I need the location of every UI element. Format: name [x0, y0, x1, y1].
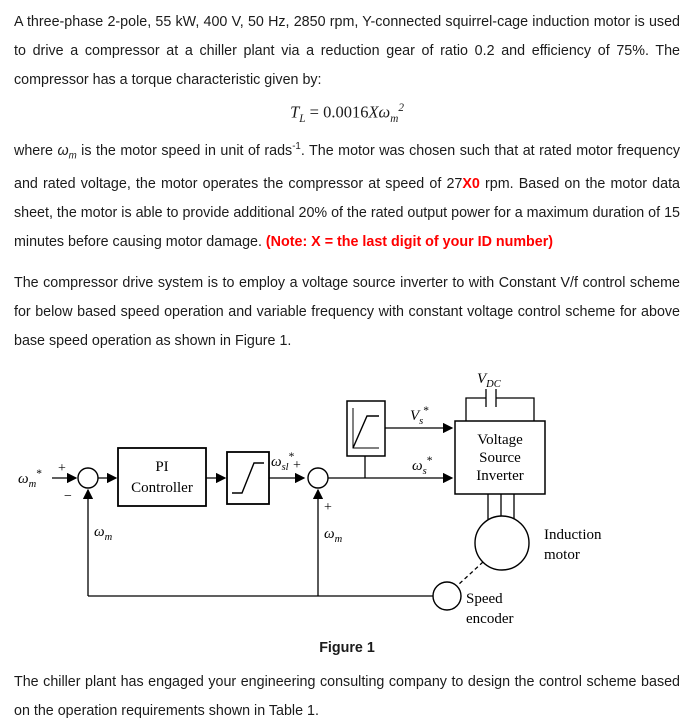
- summing-junction-2: [308, 468, 328, 488]
- figure-caption: Figure 1: [319, 640, 375, 657]
- feedback-speed-label-2: $\omega_m$: [324, 526, 343, 546]
- vf-function-block: [347, 401, 385, 456]
- paragraph-closing: The chiller plant has engaged your engineering consulting company to design the control scheme based on the operation requirements shown in Table 1.: [14, 674, 680, 720]
- dc-bus-voltage-label: $V_{DC}$: [477, 371, 501, 391]
- pi-label-line2: Controller: [131, 480, 193, 497]
- torque-equation: $T_L = 0.0016X\omega_m^2$: [290, 102, 404, 125]
- dc-link-wire: [466, 398, 534, 421]
- induction-motor-circle: [475, 516, 529, 570]
- slip-speed-label: $\omega_{sl}^*$: [271, 451, 295, 474]
- encoder-label-line1: Speed: [466, 591, 503, 608]
- voltage-reference-label: $V_s^*$: [410, 405, 430, 428]
- voltage-source-inverter-block: [455, 421, 545, 494]
- summing-junction-1: [78, 468, 98, 488]
- vf-curve-icon: [353, 416, 379, 448]
- encoder-coupling-dashed-line: [458, 562, 483, 585]
- paragraph-intro: A three-phase 2-pole, 55 kW, 400 V, 50 Hz, 2850 rpm, Y-connected squirrel-cage induction motor is used to drive a compressor at a chiller plant via a reduction gear of ratio 0.2 and efficiency of 75%. The compressor has a torque characteristic given by:: [14, 14, 680, 88]
- figure-1-control-diagram: [0, 356, 694, 634]
- encoder-label-line2: encoder: [466, 611, 514, 628]
- pi-label-line1: PI: [155, 459, 169, 476]
- paragraph-details: where $\omega_m$ is the motor speed in unit of rads$^{-1}$. The motor was chosen such that at rated motor frequency and rated voltage, the motor operates the compressor at speed of 27X0 rpm. Based on the motor data sheet, the motor is able to provide additional 20% of the rated output power for a maximum duration of 15 minutes before causing motor damage. (Note: X = the last digit of your ID number): [14, 140, 681, 251]
- limiter-block: [227, 452, 269, 504]
- frequency-reference-label: $\omega_s^*$: [412, 455, 433, 478]
- junction2-plus-sign-bottom: +: [324, 500, 332, 516]
- junction2-plus-sign-left: +: [293, 458, 301, 474]
- inverter-label-line1: Voltage: [477, 432, 523, 449]
- junction1-minus-sign: −: [64, 489, 72, 505]
- inverter-label-line2: Source: [479, 450, 521, 467]
- vf-axes-icon: [353, 408, 379, 448]
- saturation-curve-icon: [232, 463, 264, 493]
- speed-encoder-circle: [433, 582, 461, 610]
- signal-wires: [52, 389, 534, 596]
- inverter-label-line3: Inverter: [476, 468, 524, 485]
- paragraph-control-scheme: The compressor drive system is to employ a voltage source inverter to with Constant V/f control scheme for below based speed operation and variable frequency with constant voltage control scheme for above base speed operation as shown in Figure 1.: [14, 275, 680, 350]
- feedback-speed-label-1: $\omega_m$: [94, 524, 113, 544]
- speed-reference-label: $\omega_m^*$: [18, 468, 42, 491]
- motor-label-line2: motor: [544, 547, 580, 564]
- junction1-plus-sign: +: [58, 461, 66, 477]
- pi-controller-block: [118, 448, 206, 506]
- motor-label-line1: Induction: [544, 527, 602, 544]
